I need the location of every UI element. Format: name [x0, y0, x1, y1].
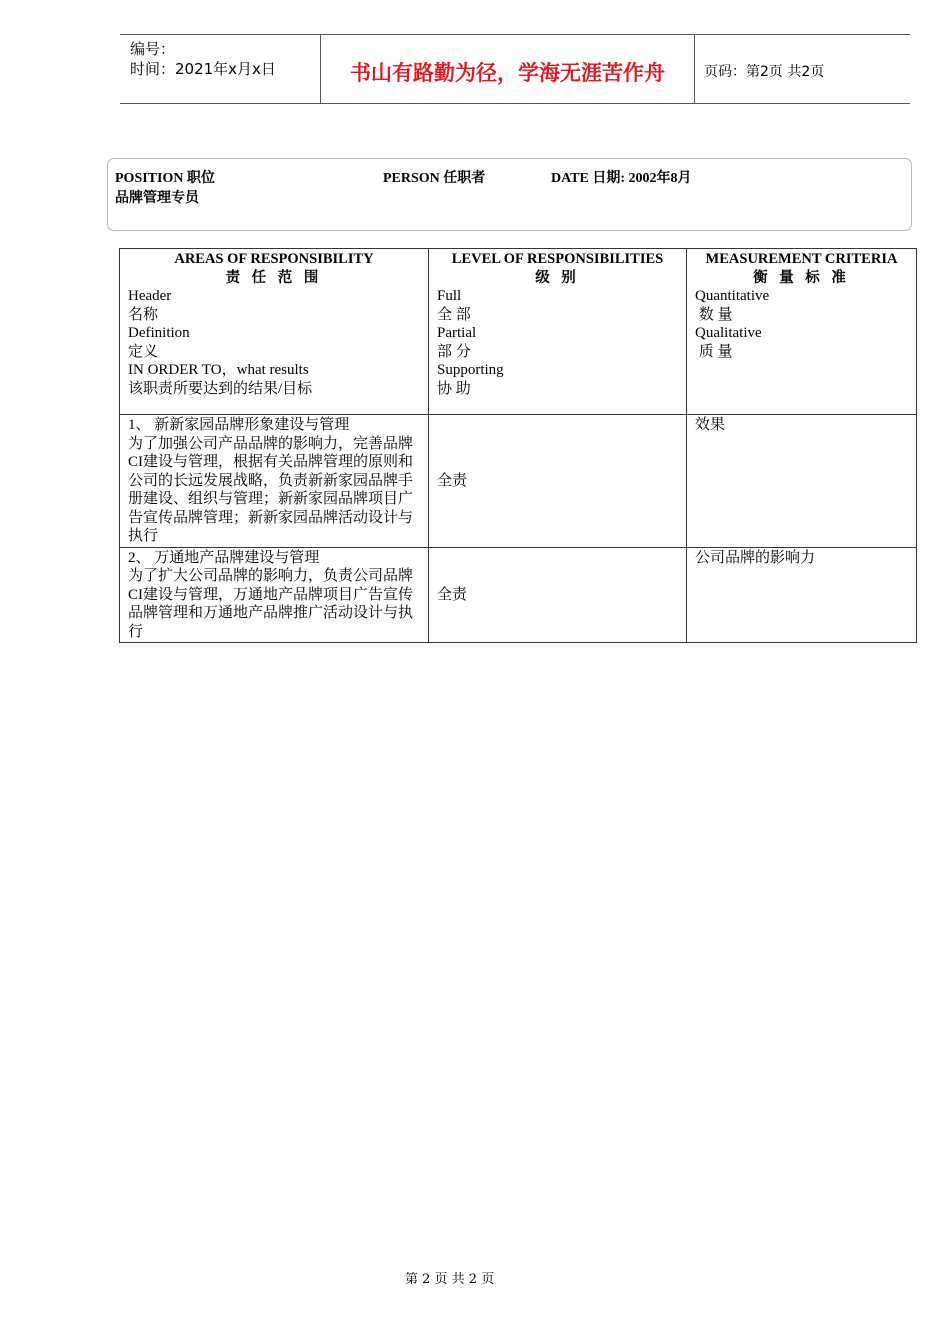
number-label: 编号：: [130, 40, 176, 58]
position-value: 品牌管理专员: [115, 191, 199, 206]
legend-item: Supporting: [437, 362, 504, 378]
legend-item: 部 分: [437, 343, 471, 360]
responsibility-description: 为了扩大公司品牌的影响力，负责公司品牌CI建设与管理，万通地产品牌项目广告宣传品牌管理和万通地产品牌推广活动设计与执行: [128, 568, 414, 640]
legend-item: Partial: [437, 325, 477, 341]
responsibility-description: 为了加强公司产品品牌的影响力，完善品牌CI建设与管理，根据有关品牌管理的原则和公司的长远发展战略，负责新新家园品牌手册建设、组织与管理；新新家园品牌项目广告宣传品牌管理；新新家园品牌活动设计与执行: [128, 435, 414, 544]
criteria-column-cell: [687, 249, 917, 415]
criteria-cell: [687, 415, 917, 548]
column-header: LEVEL OF RESPONSIBILITIES: [451, 251, 664, 267]
header-motto: 书山有路勤为径，学海无涯苦作舟: [350, 61, 665, 85]
column-header-cn: 衡 量 标 准: [753, 269, 850, 286]
legend-item: 定义: [128, 343, 159, 360]
responsibility-title: 1、 新新家园品牌形象建设与管理: [128, 417, 350, 433]
legend-item: 全 部: [437, 306, 471, 323]
legend-item: 名称: [128, 306, 159, 323]
responsibility-title: 2、 万通地产品牌建设与管理: [128, 549, 320, 566]
legend-item: 协 助: [437, 380, 471, 397]
column-header-cn: 级 别: [535, 269, 580, 286]
responsibility-cell: [120, 415, 429, 548]
legend-item: Qualitative: [695, 325, 762, 341]
level-value: 全责: [437, 586, 468, 603]
column-header: MEASUREMENT CRITERIA: [705, 251, 898, 267]
header-divider: [694, 35, 695, 103]
responsibility-table: [119, 248, 917, 643]
header-meta: [130, 39, 276, 79]
legend-item: Quantitative: [695, 288, 770, 304]
table-header-row: [120, 249, 917, 415]
page-header: [120, 34, 910, 104]
level-column-cell: [429, 249, 687, 415]
table-row: [120, 547, 917, 643]
responsibility-cell: [120, 547, 429, 643]
table-row: [120, 415, 917, 548]
position-label: POSITION 职位: [115, 171, 215, 186]
level-cell: [429, 415, 687, 548]
areas-column-cell: [120, 249, 429, 415]
legend-item: 数 量: [695, 306, 733, 323]
legend-item: 质 量: [695, 343, 733, 360]
date-label: DATE 日期: 2002年8月: [551, 171, 692, 186]
column-header-cn: 责 任 范 围: [225, 269, 323, 286]
criteria-value: 效果: [695, 417, 726, 433]
legend-item: Definition: [128, 325, 190, 341]
level-value: 全责: [437, 472, 468, 489]
legend-item: IN ORDER TO，what results: [128, 362, 309, 378]
level-cell: [429, 547, 687, 643]
page-footer: 第 2 页 共 2 页: [405, 1272, 495, 1287]
header-page-code: 页码：第2页 共2页: [704, 64, 825, 80]
time-label: 时间：2021年x月x日: [130, 60, 276, 78]
legend-item: Header: [128, 288, 172, 304]
criteria-value: 公司品牌的影响力: [695, 549, 816, 566]
person-label: PERSON 任职者: [383, 171, 486, 186]
column-header: AREAS OF RESPONSIBILITY: [174, 251, 374, 267]
legend-item: Full: [437, 288, 462, 304]
criteria-cell: [687, 547, 917, 643]
legend-item: 该职责所要达到的结果/目标: [128, 380, 313, 397]
position-info-box: [107, 158, 912, 231]
